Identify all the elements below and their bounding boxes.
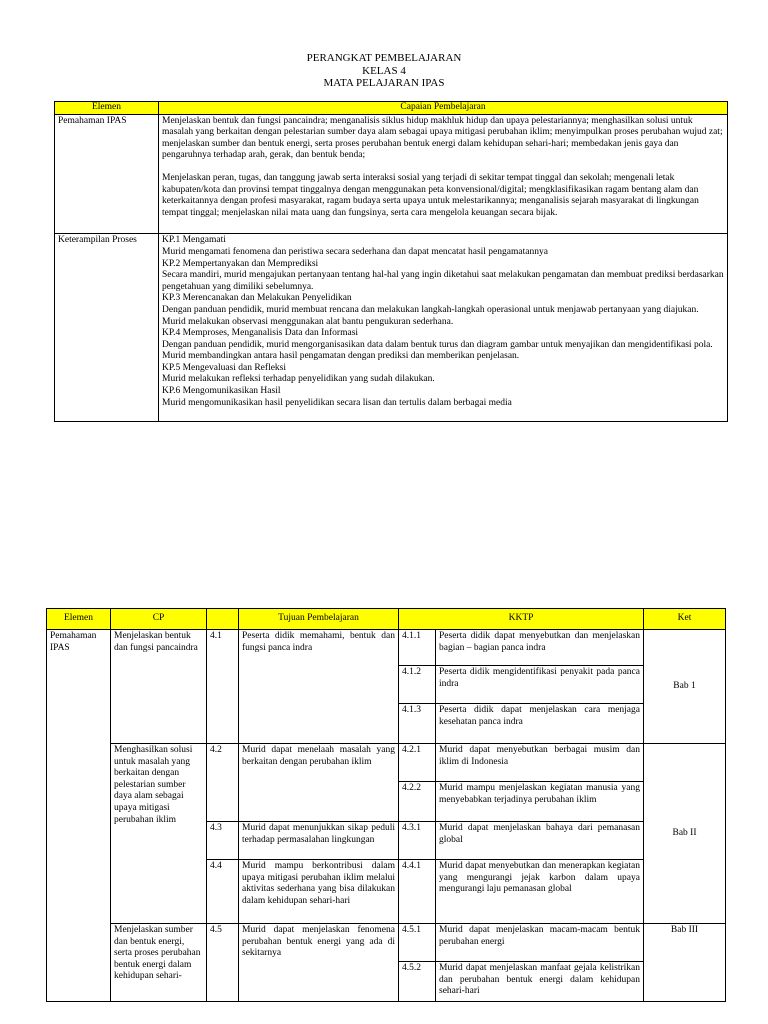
header-tujuan: Tujuan Pembelajaran <box>239 609 399 630</box>
kktp-text: Murid dapat menyebutkan berbagai musim dan iklim di Indonesia <box>436 744 644 782</box>
document-title <box>0 52 768 90</box>
table-header-row <box>55 102 728 115</box>
title-line-3: MATA PELAJARAN IPAS <box>323 77 445 89</box>
tp-text: Peserta didik memahami, bentuk dan fungsi panca indra <box>239 630 399 744</box>
ket-cell: Bab 1 <box>644 630 726 744</box>
kktp-number: 4.1.3 <box>399 704 436 744</box>
table-row <box>47 630 726 666</box>
kktp-number: 4.3.1 <box>399 822 436 860</box>
kp-line: KP.5 Mengevaluasi dan Refleksi <box>162 362 287 373</box>
tp-number: 4.4 <box>207 860 239 924</box>
kp-line: Dengan panduan pendidik, murid mengorganisasikan data dalam bentuk turus dan diagram gambar untuk menyajikan dan mengidentifikasi pola. Murid membandingkan antara hasil pengamatan dengan prediksi dan memberikan penjelasan. <box>162 339 713 362</box>
kktp-number: 4.5.1 <box>399 924 436 962</box>
capaian-paragraph: Menjelaskan bentuk dan fungsi pancaindra; menganalisis siklus hidup makhluk hidup dan upaya pelestariannya; menghasilkan solusi untuk masalah yang berkaitan dengan pelestarian sumber daya alam sebagai upaya mitigasi perubahan iklim; menyimpulkan proses perubahan wujud zat; menjelaskan sumber dan bentuk energi, serta proses perubahan bentuk energi dalam kehidupan sehari-hari; membedakan jenis gaya dan pengaruhnya terhadap arah, gerak, dan bentuk benda; <box>162 115 723 161</box>
kktp-text: Murid dapat menjelaskan bahaya dari pemanasan global <box>436 822 644 860</box>
tp-text: Murid mampu berkontribusi dalam upaya mitigasi perubahan iklim melalui aktivitas sederhana yang bisa dilakukan dalam kehidupan sehari-hari <box>239 860 399 924</box>
elemen-cell: Pemahaman IPAS <box>47 630 111 1002</box>
kp-line: Dengan panduan pendidik, murid membuat rencana dan melakukan langkah-langkah operasional untuk menjawab pertanyaan yang diajukan. Murid melakukan observasi menggunakan alat bantu pengukuran sederhana. <box>162 304 699 327</box>
header-capaian: Capaian Pembelajaran <box>159 102 728 115</box>
cp-cell: Menjelaskan bentuk dan fungsi pancaindra <box>111 630 207 744</box>
kp-line: KP.6 Mengomunikasikan Hasil <box>162 386 281 397</box>
kp-line: Secara mandiri, murid mengajukan pertanyaan tentang hal-hal yang ingin diketahui saat melakukan pengamatan dan membuat prediksi berdasarkan pengetahuan yang dimiliki sebelumnya. <box>162 270 724 292</box>
kktp-text: Peserta didik dapat menjelaskan cara menjaga kesehatan panca indra <box>436 704 644 744</box>
capaian-cell <box>159 114 728 234</box>
kktp-text: Murid dapat menjelaskan manfaat gejala kelistrikan dan perubahan bentuk energi dalam kehidupan sehari-hari <box>436 962 644 1002</box>
tp-text: Murid dapat menjelaskan fenomena perubahan bentuk energi yang ada di sekitarnya <box>239 924 399 1002</box>
tp-text: Murid dapat menelaah masalah yang berkaitan dengan perubahan iklim <box>239 744 399 822</box>
elemen-cell: Keterampilan Proses <box>55 234 159 422</box>
kktp-text: Peserta didik dapat menyebutkan dan menjelaskan bagian – bagian panca indra <box>436 630 644 666</box>
title-line-2: KELAS 4 <box>362 64 406 77</box>
kktp-text: Murid dapat menjelaskan macam-macam bentuk perubahan energi <box>436 924 644 962</box>
kp-line: KP.1 Mengamati <box>162 235 226 246</box>
header-number <box>207 609 239 630</box>
header-ket: Ket <box>644 609 726 630</box>
title-line-1: PERANGKAT PEMBELAJARAN <box>306 52 462 64</box>
capaian-pembelajaran-table <box>54 101 728 422</box>
kktp-number: 4.5.2 <box>399 962 436 1002</box>
kp-line: Murid melakukan refleksi terhadap penyelidikan yang sudah dilakukan. <box>162 374 435 385</box>
kktp-number: 4.2.2 <box>399 782 436 822</box>
kp-line: Murid mengamati fenomena dan peristiwa secara sederhana dan dapat mencatat hasil pengamatannya <box>162 246 548 257</box>
table-header-row <box>47 609 726 630</box>
tujuan-pembelajaran-table <box>46 608 726 1002</box>
kp-line: KP.3 Merencanakan dan Melakukan Penyelidikan <box>162 293 352 304</box>
kktp-number: 4.1.2 <box>399 666 436 704</box>
table-row <box>47 744 726 782</box>
header-elemen: Elemen <box>47 609 111 630</box>
header-elemen: Elemen <box>55 102 159 115</box>
kktp-text: Murid dapat menyebutkan dan menerapkan kegiatan yang mengurangi jejak karbon dalam upaya mengurangi laju pemanasan global <box>436 860 644 924</box>
table-row <box>55 234 728 422</box>
elemen-cell: Pemahaman IPAS <box>55 114 159 234</box>
kktp-number: 4.4.1 <box>399 860 436 924</box>
cp-cell: Menjelaskan sumber dan bentuk energi, serta proses perubahan bentuk energi dalam kehidupan sehari- <box>111 924 207 1002</box>
header-kktp: KKTP <box>399 609 644 630</box>
tp-number: 4.3 <box>207 822 239 860</box>
ket-cell: Bab III <box>644 924 726 1002</box>
tp-number: 4.1 <box>207 630 239 744</box>
ket-cell: Bab II <box>644 744 726 924</box>
tp-number: 4.5 <box>207 924 239 1002</box>
kp-line: Murid mengomunikasikan hasil penyelidikan secara lisan dan tertulis dalam berbagai media <box>162 397 512 408</box>
table-row <box>47 924 726 962</box>
table-row <box>55 114 728 234</box>
kktp-number: 4.1.1 <box>399 630 436 666</box>
kktp-number: 4.2.1 <box>399 744 436 782</box>
capaian-paragraph: Menjelaskan peran, tugas, dan tanggung jawab serta interaksi sosial yang terjadi di sekitar tempat tinggal dan sekolah; mengenali letak kabupaten/kota dan provinsi tempat tinggalnya dengan menggunakan peta konvensional/digital; mengklasifikasikan ragam bentang alam dan keterkaitannya dengan profesi masyarakat, ragam budaya serta upaya untuk melestarikannya; menganalisis sejarah masyarakat di lingkungan tempat tinggal; menjelaskan nilai mata uang dan fungsinya, serta cara mengelola keuangan secara bijak. <box>162 172 699 218</box>
kktp-text: Murid mampu menjelaskan kegiatan manusia yang menyebabkan terjadinya perubahan iklim <box>436 782 644 822</box>
cp-cell: Menghasilkan solusi untuk masalah yang berkaitan dengan pelestarian sumber daya alam sebagai upaya mitigasi perubahan iklim <box>111 744 207 924</box>
header-cp: CP <box>111 609 207 630</box>
keterampilan-cell <box>159 234 728 422</box>
kp-line: KP.4 Memproses, Menganalisis Data dan Informasi <box>162 328 359 339</box>
kktp-text: Peserta didik mengidentifikasi penyakit pada panca indra <box>436 666 644 704</box>
tp-number: 4.2 <box>207 744 239 822</box>
kp-line: KP.2 Mempertanyakan dan Memprediksi <box>162 258 319 269</box>
tp-text: Murid dapat menunjukkan sikap peduli terhadap permasalahan lingkungan <box>239 822 399 860</box>
